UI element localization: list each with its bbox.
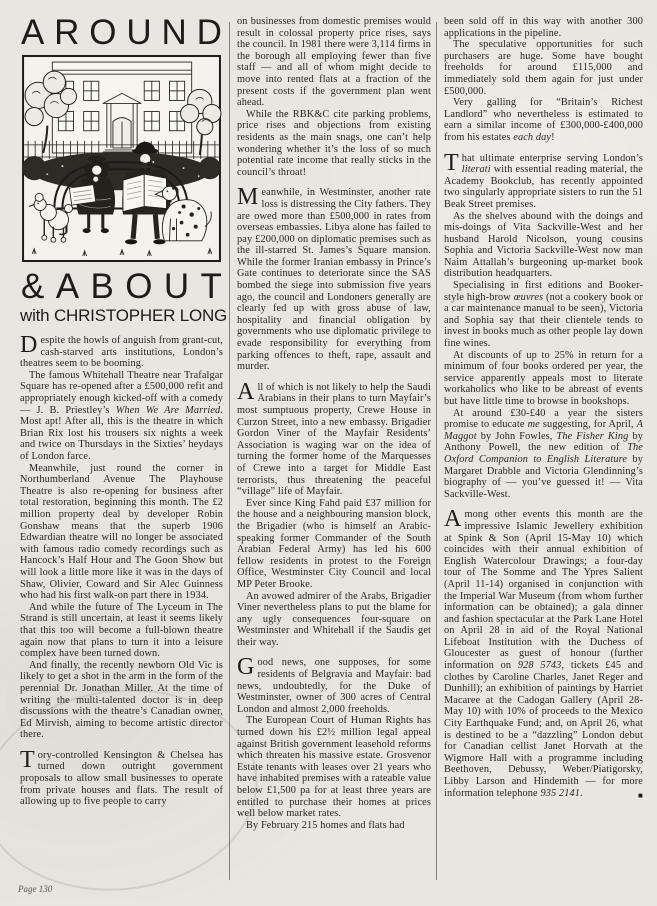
body-text: ood news, one supposes, for some residents of Belgravia and Mayfair: bad news, undoubtedly, for the Duke of Westminster, owner of 300 acres of Central London and almost 2,000 freeholds. [237,657,431,715]
column-left-text [20,332,223,808]
body-text: Specialising in first editions and Booker-style high-brow [444,280,643,303]
italic-text: A Maggot [444,419,644,442]
park-scene-illustration [20,55,223,262]
body-text: eanwhile, in Westminster, another rate loss is distressing the City fathers. They are owed more than £500,000 in rates from overseas embassies. Libya alone has failed to pay £200,000 on diplomatic premises such as the ill-starred St. James’s Square mansion. While the former Iranian embassy in Prince’s Gate continues to deteriorate since the SAS bombed the siege into submission five years ago, the council and Londoners generally are clearly fed up with gross abuse of law, hospitality and financial obligation by governments who use diplomatic privilege to evade responsibility for everything from parking offences to theft, rape, assault and murder. [237,187,431,373]
paragraph [237,820,431,832]
body-text: At discounts of up to 25% in return for a minimum of four books ordered per year, the service apparently appeals most to literate workaholics who like to be abreast of events but have little time to browse in bookshops. [444,349,643,407]
masthead-title-about [20,267,223,307]
body-text: by John Fowles, [476,430,557,442]
house-icon [52,62,191,154]
body-text: The European Court of Human Rights has turned down his £2½ million legal appeal against British government leasehold reforms which threaten his massive estate. Grosvenor Estate tenants with leases over 21 years who have inhabited premises with a rateable value below £1,500 pa for at least three years are entitled to purchase their homes at prices well below market rates. [237,715,431,820]
body-text: on businesses from domestic premises would result in colossal property price rises, says the council. In 1981 there were 3,114 firms in the borough all employing fewer than five staff — and all of whom might decide to move into rented flats at a fraction of the present costs if the government plan went ahead. [237,16,431,109]
body-text: espite the howls of anguish from grant-cut, cash-starved arts institutions, London’s theatres seem to be booming. [20,335,223,370]
section-paragraph [444,506,644,800]
paragraph [444,280,643,350]
paragraph [20,660,223,741]
body-text: And while the future of The Lyceum in The Strand is still uncertain, at least it seems likely that this too will become a full-blown theatre again now that plans to turn it into a leisure complex have been turned down. [20,601,223,660]
body-text: mong other events this month are the impressive Islamic Jewellery exhibition at Spink & Son (April 15-May 10) which coincides with their annual exhibition of English Watercolour Drawings; a four-day tour of The Somme and The Ypres Salient (April 11-14) organised in conjunction with the Imperial War Museum (from whom further information can be obtained); a gala dinner and fashion spectacular at the Park Lane Hotel on April 28 in aid of the Royal National Lifeboat Institution with the Duchess of Gloucester as guest of honour (further information on [444,509,643,672]
paragraph [237,498,431,591]
column-left [20,13,228,808]
italic-text: each day [513,131,552,143]
drop-cap: D [20,332,38,359]
paragraph [237,591,431,649]
column-right [444,16,643,890]
drop-cap: A [237,378,255,405]
paragraph [444,16,643,39]
body-text: ! [551,131,555,143]
section-paragraph [237,654,431,715]
section-paragraph [20,746,223,808]
paragraph [444,39,643,97]
italic-text: 928 5743 [517,660,562,672]
italic-text: The Oxford Companion to English Literature [444,442,643,465]
body-text: As the shelves abound with the doings and mis-doings of Vita Sackville-West and her husband Harold Nicolson, young cousins Sophia and Victoria Sackville-West now man Naim Attallah’s burgeoning up-market book distribution headquarters. [444,210,643,280]
body-text: , tickets £45 and clothes by Caroline Charles, Janet Reger and Dunhill); an exhibition of paintings by Harriet Macaree at the Cadogan Gallery (April 28-May 10) with 10% of proceeds to the Mexico City Earthquake Fund; and, on April 26, what is destined to be a “dazzling” London debut for Canadian cellist Janet Horvath at the Wigmore Hall with a programme including Beethoven, Debussy, Weber/Piatigorsky, Libby Larson and Hindemith — for more information telephone [444,660,644,799]
paragraph [20,463,223,602]
body-text: ory-controlled Kensington & Chelsea has turned down outright government proposals to allow small businesses to operate from private houses and flats. The result of allowing up to five people to carry [20,749,223,808]
body-text: At around £30-£40 a year the sisters promise to educate [444,407,643,431]
paragraph [20,602,223,660]
body-text: ll of which is not likely to help the Saudi Arabians in their plans to turn Mayfair’s most sumptuous property, Crewe House in Curzon Street, into a new embassy. Brigadier Gordon Viner of the Mayfair Residents’ Association is waging war on the idea of turning the former home of the Marquesses of Crewe into a target for Middle East terrorists, thus threatening the peaceful “village” life of Mayfair. [237,381,431,498]
masthead-letter: U [126,13,152,52]
paragraph [444,211,643,281]
italic-text: œuvres [513,291,544,303]
body-text: by Margaret Drabble and Victoria Glendinning’s biography of — you’ve guessed it! — Vita Sackville-West. [444,453,643,500]
drop-cap: A [444,506,462,533]
body-text: While the RBK&C cite parking problems, price rises and objections from existing residents as the main snags, one can’t help wondering whether it’s the loss of so much potential rate income that really sticks in the council’s throat! [237,108,431,178]
body-text: The speculative opportunities for such purchasers are huge. Some have bought freeholds for around £115,000 and immediately sold them again for just under £500,000. [444,39,643,97]
body-text: And finally, the recently newborn Old Vic is likely to get a shot in the arm in the form of the perennial Dr. Jonathan Miller. At the time of writing the multi-talented doctor is in deep discussions with the theatre’s Canadian owner, Ed Mirvish, aiming to become artistic director there. [20,659,223,741]
italic-text: When We Are Married. [115,404,223,416]
body-text: suggesting, for April, [539,419,637,431]
masthead-letter: A [55,267,80,307]
masthead-letter: & [21,267,45,307]
page-number: Page 130 [18,884,53,894]
masthead-illustration [20,55,223,262]
masthead-title-around [20,13,223,52]
masthead-letter: O [89,13,117,52]
masthead-letter: R [54,13,80,52]
body-text: been sold off in this way with another 300 applications in the pipeline. [444,16,643,39]
paragraph [20,370,223,463]
column-rule-left [229,22,230,880]
column-rule-right [436,22,437,880]
body-text: Meanwhile, just round the corner in Northumberland Avenue The Playhouse Theatre is also re-opening for business after total restoration, beginning this month. The £2 million property deal by developer Robin Gonshaw means that the superb 1906 Edwardian theatre will no longer be associated with famous radio comedy recordings such as Hancock’s Half Hour and The Goon Show but will look a little more like it was in the days of Shaw, Olivier, Coward and Sir Alec Guinness who had his first walk-on part there in 1934. [20,462,223,602]
body-text: (not a cookery book or a car maintenance manual to be seen), Victoria and Sophia say that their clientele tends to invest in books much as other people lay down fine wines. [444,291,643,350]
masthead-letter: T [200,267,222,307]
paragraph [444,350,643,408]
end-of-article-mark: ■ [638,790,643,800]
paragraph [444,97,643,143]
paragraph [444,408,643,501]
italic-text: 935 2141 [540,787,581,799]
section-paragraph [237,378,431,498]
drop-cap: T [444,149,459,176]
body-text: Ever since King Fahd paid £37 million for the house and a neighbouring mansion block, the Brigadier (who is himself an Arabic-speaking former Commander of the South Arabian Federal Army) has led his 600 fellow residents in protest to the Foreign Office, Westminster City Council and local MP Peter Brooke. [237,497,431,590]
drop-cap: M [237,184,259,211]
masthead-letter: B [90,267,114,307]
body-text: by Anthony Powell, the new edition of [444,430,643,454]
paragraph [237,109,431,179]
section-paragraph [20,332,223,370]
masthead-letter: N [161,13,187,52]
masthead-letter: O [125,267,153,307]
body-text: The famous Whitehall Theatre near Trafalgar Square has re-opened after a £500,000 refit and appropriately enough kicked-off with a comedy — J. B. Priestley’s [20,369,223,416]
drop-cap: T [20,746,35,773]
byline: with CHRISTOPHER LONG [20,305,228,325]
drop-cap: G [237,654,255,681]
body-text: with essential reading material, the Academy Bookclub, has recently appointed two singularly appropriate sisters to run the 51 Beak Street premises. [444,164,643,210]
body-text: . [580,787,583,799]
italic-text: me [527,419,540,431]
paragraph [237,715,431,819]
body-text: An avowed admirer of the Arabs, Brigadier Viner nevertheless plans to put the blame for any ugly consequences four-square on Westminster and Whitehall if the Saudis get their way. [237,590,431,648]
body-text: By February 215 homes and flats had [246,819,405,831]
body-text: hat ultimate enterprise serving London’s [461,152,643,164]
italic-text: literati [461,164,491,176]
masthead-letter: A [21,13,45,52]
section-paragraph [444,149,643,211]
italic-text: The Fisher King [556,430,629,442]
paragraph [237,16,431,109]
masthead-letter: D [196,13,222,52]
body-text: Most apt! After all, this is the theatre in which Brian Rix lost his trousers six nights a week and twice on Thursdays in the Sixties’ heydays of London farce. [20,416,223,463]
body-text: Very galling for “Britain’s Richest Landlord” who nevertheless is estimated to earn a similar income of £300,000-£400,000 from his estates [444,97,643,143]
column-middle [237,16,431,890]
masthead-letter: U [163,267,190,307]
section-paragraph [237,184,431,373]
